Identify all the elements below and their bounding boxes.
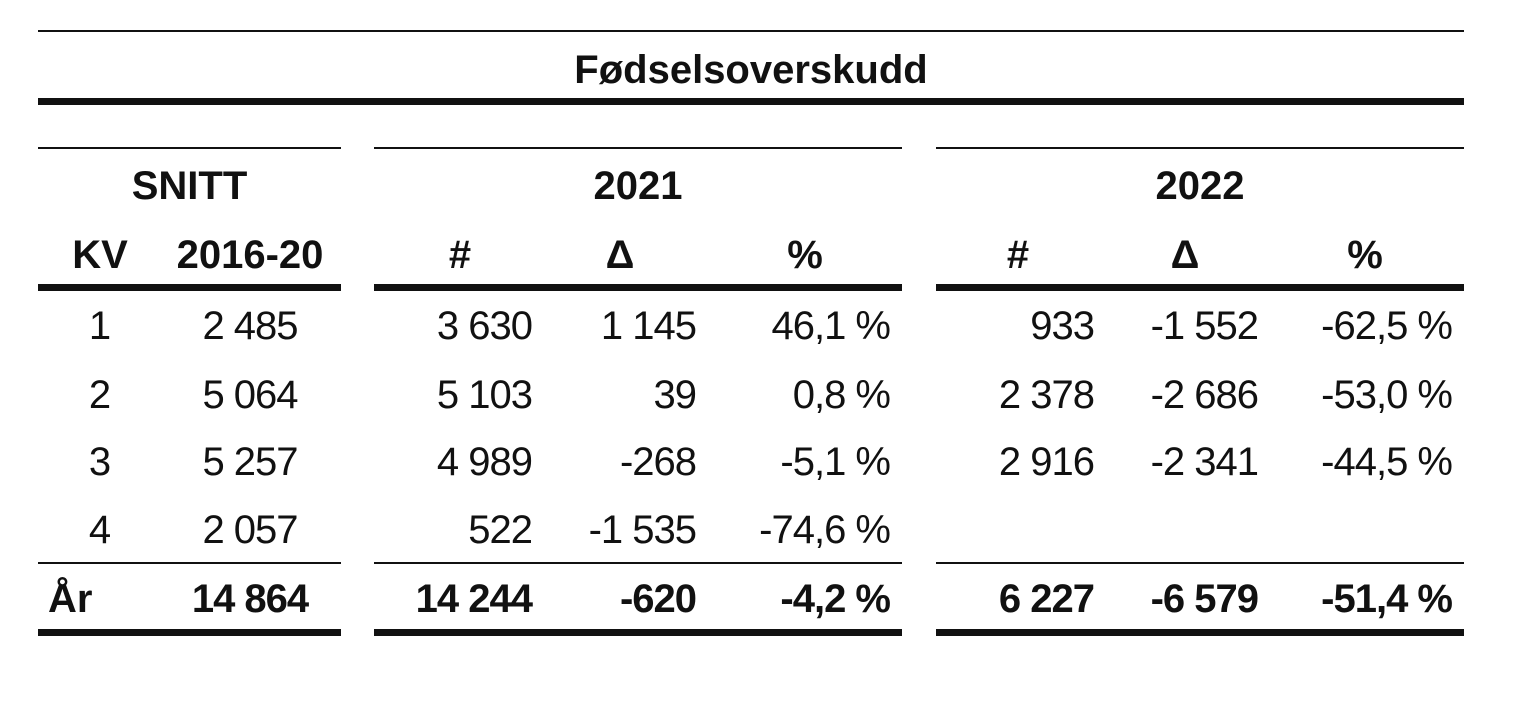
y2022-top-rule: [936, 147, 1464, 149]
snitt-total-top-rule: [38, 562, 341, 564]
cell-total-delta-2022: -6 579: [1150, 576, 1258, 621]
cell-count-2021: 3 630: [436, 303, 532, 348]
cell-kv: 4: [88, 507, 112, 552]
y2021-header-rule: [374, 284, 902, 291]
cell-avg: 5 257: [202, 439, 298, 484]
cell-delta-2021: 1 145: [600, 303, 696, 348]
group-header-2021: 2021: [593, 163, 683, 208]
group-header-2022: 2022: [1155, 163, 1245, 208]
cell-kv: 2: [88, 372, 112, 417]
cell-delta-2022: -2 686: [1150, 372, 1258, 417]
col-header-kv: KV: [72, 232, 128, 277]
title-bottom-rule: [38, 98, 1464, 105]
cell-delta-2021: -1 535: [588, 507, 696, 552]
cell-pct-2021: 0,8 %: [792, 372, 890, 417]
cell-total-pct-2021: -4,2 %: [780, 576, 890, 621]
y2021-top-rule: [374, 147, 902, 149]
col-header-count-2022: #: [1006, 232, 1030, 277]
cell-avg: 2 057: [202, 507, 298, 552]
cell-pct-2021: -5,1 %: [780, 439, 890, 484]
cell-kv: 1: [88, 303, 112, 348]
col-header-period: 2016-20: [176, 232, 324, 277]
y2021-total-top-rule: [374, 562, 902, 564]
col-header-delta-2021: Δ: [605, 232, 635, 277]
cell-total-label: År: [48, 576, 93, 621]
cell-count-2021: 4 989: [436, 439, 532, 484]
cell-count-2022: [940, 502, 1094, 558]
group-header-snitt: SNITT: [131, 163, 248, 208]
table-title: Fødselsoverskudd: [574, 47, 928, 92]
cell-pct-2022: -53,0 %: [1321, 372, 1452, 417]
col-header-count-2021: #: [448, 232, 472, 277]
cell-delta-2022: [1104, 502, 1258, 558]
cell-avg: 2 485: [202, 303, 298, 348]
y2021-bottom-rule: [374, 629, 902, 636]
cell-delta-2021: -268: [619, 439, 696, 484]
cell-kv: 3: [88, 439, 112, 484]
cell-pct-2021: 46,1 %: [771, 303, 890, 348]
cell-total-pct-2022: -51,4 %: [1321, 576, 1452, 621]
col-header-delta-2022: Δ: [1170, 232, 1200, 277]
cell-pct-2022: [1270, 502, 1452, 558]
cell-count-2022: 2 378: [998, 372, 1094, 417]
cell-pct-2022: -44,5 %: [1321, 439, 1452, 484]
cell-count-2022: 933: [1030, 303, 1094, 348]
col-header-pct-2021: %: [787, 232, 823, 277]
cell-total-count-2021: 14 244: [415, 576, 532, 621]
y2022-bottom-rule: [936, 629, 1464, 636]
cell-total-delta-2021: -620: [619, 576, 696, 621]
cell-delta-2022: -1 552: [1150, 303, 1258, 348]
snitt-bottom-rule: [38, 629, 341, 636]
title-top-rule: [38, 30, 1464, 32]
cell-delta-2022: -2 341: [1150, 439, 1258, 484]
cell-count-2021: 5 103: [436, 372, 532, 417]
cell-pct-2022: -62,5 %: [1321, 303, 1452, 348]
y2022-total-top-rule: [936, 562, 1464, 564]
cell-count-2021: 522: [468, 507, 532, 552]
cell-delta-2021: 39: [653, 372, 696, 417]
cell-total-count-2022: 6 227: [998, 576, 1094, 621]
cell-avg: 5 064: [202, 372, 298, 417]
cell-total-avg: 14 864: [191, 576, 309, 621]
cell-pct-2021: -74,6 %: [759, 507, 890, 552]
y2022-header-rule: [936, 284, 1464, 291]
cell-count-2022: 2 916: [998, 439, 1094, 484]
col-header-pct-2022: %: [1347, 232, 1383, 277]
snitt-header-rule: [38, 284, 341, 291]
snitt-top-rule: [38, 147, 341, 149]
